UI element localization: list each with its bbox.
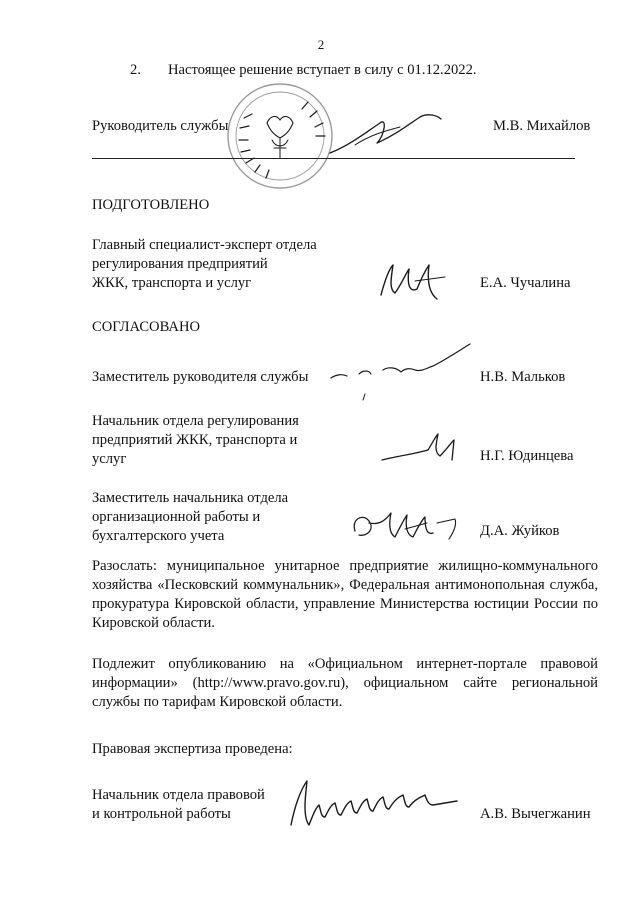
deputy-head-position: Заместитель руководителя службы [92, 369, 309, 385]
page-number: 2 [317, 37, 325, 52]
ksp-head-position-line-1: Начальник отдела регулирования [92, 413, 299, 429]
ksp-head-name: Н.Г. Юдинцева [480, 448, 574, 464]
signature-prepared [375, 255, 455, 305]
legal-position-line-1: Начальник отдела правовой [92, 787, 265, 803]
signature-legal [285, 775, 465, 840]
official-seal [222, 78, 342, 198]
legal-note: Правовая экспертиза проведена: [92, 741, 293, 757]
prepared-position-line-2: регулирования предприятий [92, 256, 268, 272]
deputy-dept-position-line-3: бухгалтерского учета [92, 528, 225, 544]
agreed-heading: СОГЛАСОВАНО [92, 319, 201, 335]
head-position: Руководитель службы [92, 118, 229, 134]
signature-head [325, 105, 445, 160]
head-name: М.В. Михайлов [493, 118, 591, 134]
deputy-head-name: Н.В. Мальков [480, 369, 566, 385]
legal-name: А.В. Вычегжанин [480, 806, 591, 822]
prepared-position-line-1: Главный специалист-эксперт отдела [92, 237, 317, 253]
legal-position-line-2: и контрольной работы [92, 806, 231, 822]
prepared-name: Е.А. Чучалина [480, 275, 571, 291]
signature-deputy-head [325, 338, 485, 403]
prepared-heading: ПОДГОТОВЛЕНО [92, 197, 210, 213]
item-number: 2. [130, 62, 141, 78]
signature-ksp-head [378, 430, 468, 468]
signature-deputy-dept [345, 503, 475, 548]
deputy-dept-position-line-2: организационной работы и [92, 509, 261, 525]
ksp-head-position-line-3: услуг [92, 451, 127, 467]
deputy-dept-name: Д.А. Жуйков [480, 523, 560, 539]
prepared-position-line-3: ЖКК, транспорта и услуг [92, 275, 252, 291]
ksp-head-position-line-2: предприятий ЖКК, транспорта и [92, 432, 298, 448]
item-text: Настоящее решение вступает в силу с 01.12.2022. [168, 62, 477, 78]
separator-line [92, 158, 575, 159]
deputy-dept-position-line-1: Заместитель начальника отдела [92, 490, 289, 506]
distribution-text: Разослать: муниципальное унитарное предприятие жилищно-коммунального хозяйства «Песковский коммунальник», Федеральная антимонопольная служба, прокуратура Кировской области, управление Министерства юстиции России по Кировской области. [92, 558, 598, 631]
publication-text: Подлежит опубликованию на «Официальном интернет-портале правовой информации» (http://www.pravo.gov.ru), официальном сайте региональной службы по тарифам Кировской области. [92, 656, 598, 710]
